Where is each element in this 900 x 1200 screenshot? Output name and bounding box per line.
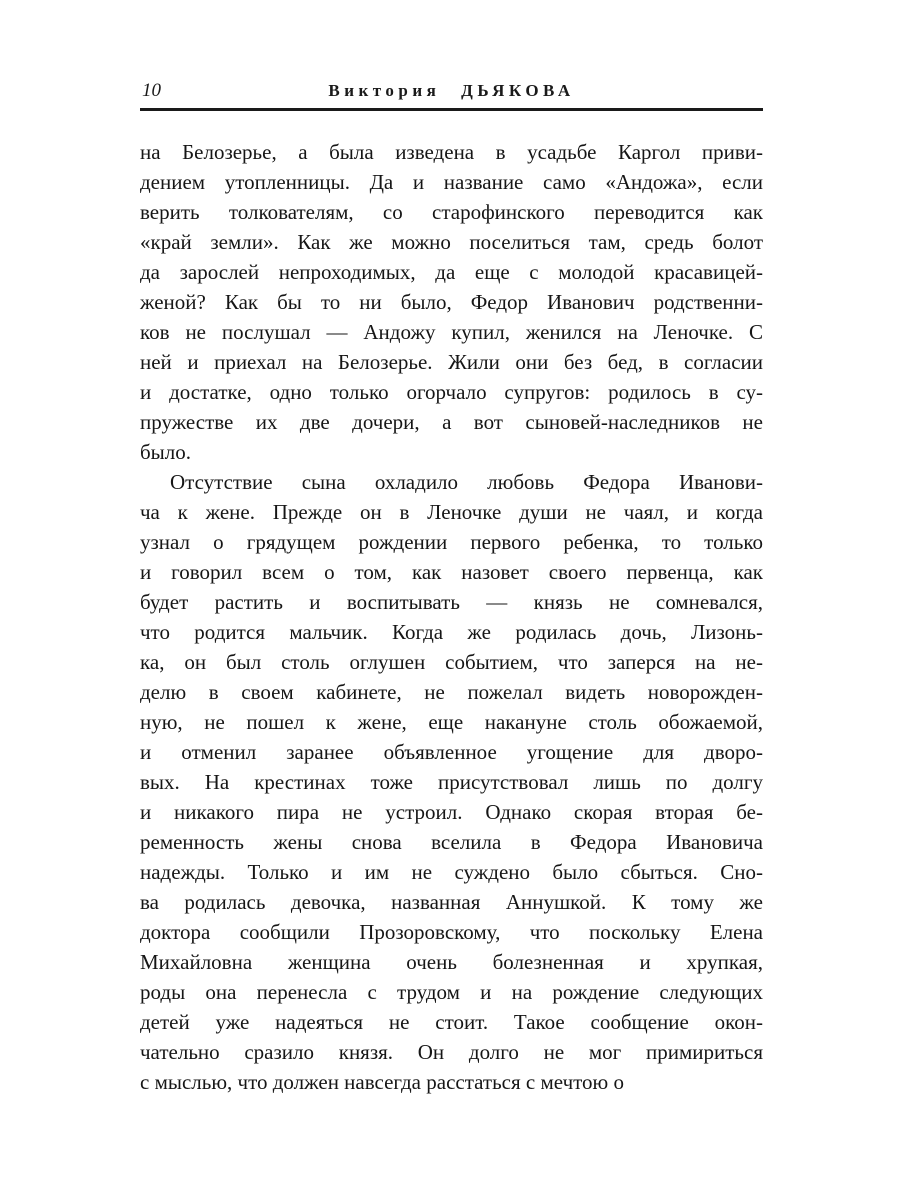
page-number: 10 (142, 80, 161, 101)
text-line: ва родилась девочка, названная Аннушкой. К тому же (140, 890, 763, 914)
text-line: и отменил заранее объявленное угощение для дворо- (140, 740, 763, 764)
text-line: с мыслью, что должен навсегда расстаться с мечтою о (140, 1070, 624, 1094)
text-line: доктора сообщили Прозоровскому, что поскольку Елена (140, 920, 763, 944)
text-line: и никакого пира не устроил. Однако скорая вторая бе- (140, 800, 763, 824)
text-line: пружестве их две дочери, а вот сыновей-наследников не (140, 410, 763, 434)
text-line: Михайловна женщина очень болезненная и хрупкая, (140, 950, 763, 974)
running-title: Виктория ДЬЯКОВА (328, 81, 575, 100)
text-line: «край земли». Как же можно поселиться там, средь болот (140, 230, 763, 254)
text-line: роды она перенесла с трудом и на рождение следующих (140, 980, 763, 1004)
text-line: ков не послушал — Андожу купил, женился на Леночке. С (140, 320, 763, 344)
text-line: было. (140, 440, 192, 464)
text-line: женой? Как бы то ни было, Федор Иванович родственни- (140, 290, 763, 314)
text-line: вых. На крестинах тоже присутствовал лишь по долгу (140, 770, 763, 794)
text-line: ную, не пошел к жене, еще накануне столь обожаемой, (140, 710, 763, 734)
paragraph (140, 137, 763, 467)
header-rule (140, 108, 763, 111)
text-line: и говорил всем о том, как назовет своего первенца, как (140, 560, 763, 584)
text-line: надежды. Только и им не суждено было сбыться. Сно- (140, 860, 763, 884)
text-line: что родится мальчик. Когда же родилась дочь, Лизонь- (140, 620, 763, 644)
text-line: ременность жены снова вселила в Федора Ивановича (140, 830, 763, 854)
text-line: детей уже надеяться не стоит. Такое сообщение окон- (140, 1010, 763, 1034)
text-line: на Белозерье, а была изведена в усадьбе Каргол приви- (140, 140, 763, 164)
text-line: верить толкователям, со старофинского переводится как (140, 200, 763, 224)
text-line: ней и приехал на Белозерье. Жили они без бед, в согласии (140, 350, 763, 374)
text-line: делю в своем кабинете, не пожелал видеть новорожден- (140, 680, 763, 704)
text-line: и достатке, одно только огорчало супругов: родилось в су- (140, 380, 763, 404)
text-line: узнал о грядущем рождении первого ребенка, то только (140, 530, 763, 554)
text-line: ча к жене. Прежде он в Леночке души не чаял, и когда (140, 500, 763, 524)
text-line: да зарослей непроходимых, да еще с молодой красавицей- (140, 260, 763, 284)
text-line: дением утопленницы. Да и название само «Андожа», если (140, 170, 763, 194)
text-line: ка, он был столь оглушен событием, что заперся на не- (140, 650, 763, 674)
page-header (140, 78, 763, 104)
text-line: будет растить и воспитывать — князь не сомневался, (140, 590, 763, 614)
paragraph (140, 467, 763, 1097)
text-line: Отсутствие сына охладило любовь Федора Иванови- (170, 470, 763, 494)
text-block (140, 137, 763, 1097)
text-line: чательно сразило князя. Он долго не мог примириться (140, 1040, 763, 1064)
